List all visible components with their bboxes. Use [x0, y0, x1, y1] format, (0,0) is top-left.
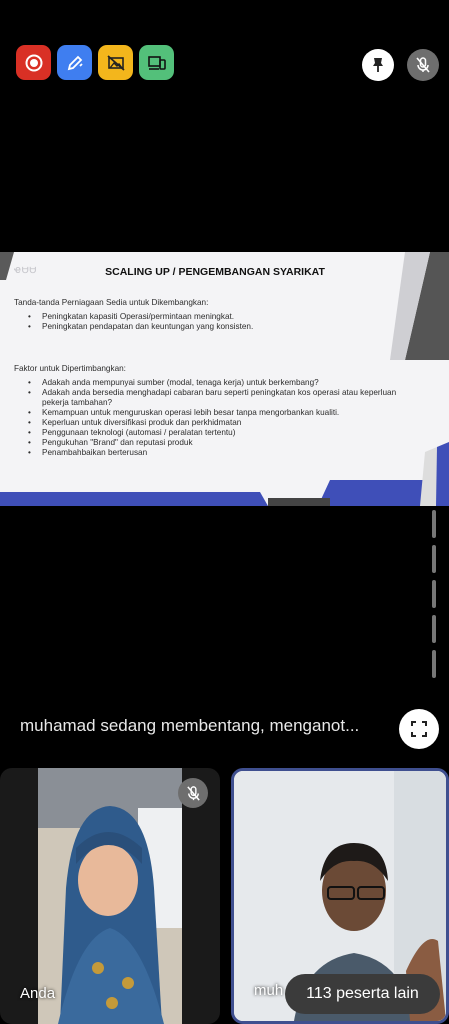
other-participants-button[interactable]: 113 peserta lain [285, 974, 440, 1014]
list-item: • Kemampuan untuk menguruskan operasi lebih besar tanpa mengorbankan kualiti. [28, 408, 408, 418]
devices-button[interactable] [139, 45, 174, 80]
host-toolbar [16, 45, 174, 80]
shared-slide [0, 252, 449, 506]
no-photo-icon [106, 53, 126, 73]
slide-title: SCALING UP / PENGEMBANGAN SYARIKAT [105, 266, 325, 278]
list-item: • Penambahbaikan berterusan [28, 448, 408, 458]
pin-button[interactable] [362, 49, 394, 81]
fullscreen-button[interactable] [399, 709, 439, 749]
pin-icon [369, 56, 387, 74]
self-video-feed [38, 768, 182, 1024]
list-item: • Keperluan untuk diversifikasi produk dan perkhidmatan [28, 418, 408, 428]
annotate-button[interactable] [57, 45, 92, 80]
presenter-caption: muhamad sedang membentang, menganot... [20, 716, 360, 735]
list-item: • Peningkatan pendapatan dan keuntungan yang konsisten. [28, 322, 408, 332]
list-item: • Adakah anda mempunyai sumber (modal, tenaga kerja) untuk berkembang? [28, 378, 408, 388]
scrollbar-segment [432, 545, 436, 573]
devices-icon [147, 53, 167, 73]
mic-off-icon [414, 56, 432, 74]
participant-name-label: muh [254, 982, 284, 999]
presentation-tile[interactable] [0, 250, 449, 755]
fullscreen-icon [409, 719, 429, 739]
list-item: • Pengukuhan "Brand" dan reputasi produk [28, 438, 408, 448]
list-item: • Penggunaan teknologi (automasi / peralatan tertentu) [28, 428, 408, 438]
scrollbar-segment [432, 615, 436, 643]
slide-section2-list [28, 378, 408, 458]
list-item: • Adakah anda bersedia menghadapi cabaran baru seperti peningkatan kos operasi atau keperluan pekerja tambahan? [28, 388, 408, 408]
list-item: • Peningkatan kapasiti Operasi/permintaan meningkat. [28, 312, 408, 322]
self-name-label: Anda [20, 985, 56, 1002]
scrollbar-segment [432, 510, 436, 538]
slide-section1-list [28, 312, 408, 332]
self-mute-indicator[interactable] [178, 778, 208, 808]
scrollbar-segment [432, 650, 436, 678]
scrollbar-segment [432, 580, 436, 608]
tile-controls [362, 49, 439, 81]
slide-logo: Ҽᗨᗨ [14, 266, 38, 275]
self-video-tile[interactable] [0, 768, 220, 1024]
mute-status-button[interactable] [407, 49, 439, 81]
slide-section1-heading: Tanda-tanda Perniagaan Sedia untuk Dikembangkan: [14, 298, 209, 307]
pen-icon [65, 53, 85, 73]
background-button[interactable] [98, 45, 133, 80]
record-icon [24, 53, 44, 73]
record-button[interactable] [16, 45, 51, 80]
slide-section2-heading: Faktor untuk Dipertimbangkan: [14, 364, 126, 373]
mic-off-icon [185, 785, 202, 802]
